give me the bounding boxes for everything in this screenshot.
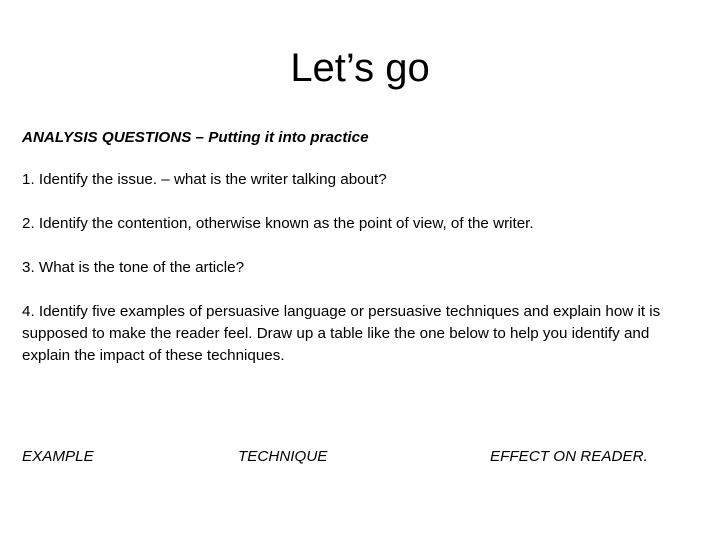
- table-header-row: [0, 446, 720, 470]
- slide-title: Let’s go: [290, 46, 430, 90]
- table-header-example: EXAMPLE: [22, 448, 94, 465]
- table-header-effect: EFFECT ON READER.: [490, 448, 648, 465]
- analysis-heading: ANALYSIS QUESTIONS – Putting it into practice: [22, 129, 369, 146]
- slide-body: [22, 127, 692, 389]
- question-2: 2. Identify the contention, otherwise known as the point of view, of the writer.: [22, 215, 534, 232]
- question-4: 4. Identify five examples of persuasive language or persuasive techniques and explain how it is supposed to make the reader feel. Draw up a table like the one below to help you identify and explain the impact of these techniques.: [22, 303, 661, 364]
- question-1: 1. Identify the issue. – what is the writer talking about?: [22, 171, 387, 188]
- question-3: 3. What is the tone of the article?: [22, 259, 245, 276]
- table-header-technique: TECHNIQUE: [238, 448, 328, 465]
